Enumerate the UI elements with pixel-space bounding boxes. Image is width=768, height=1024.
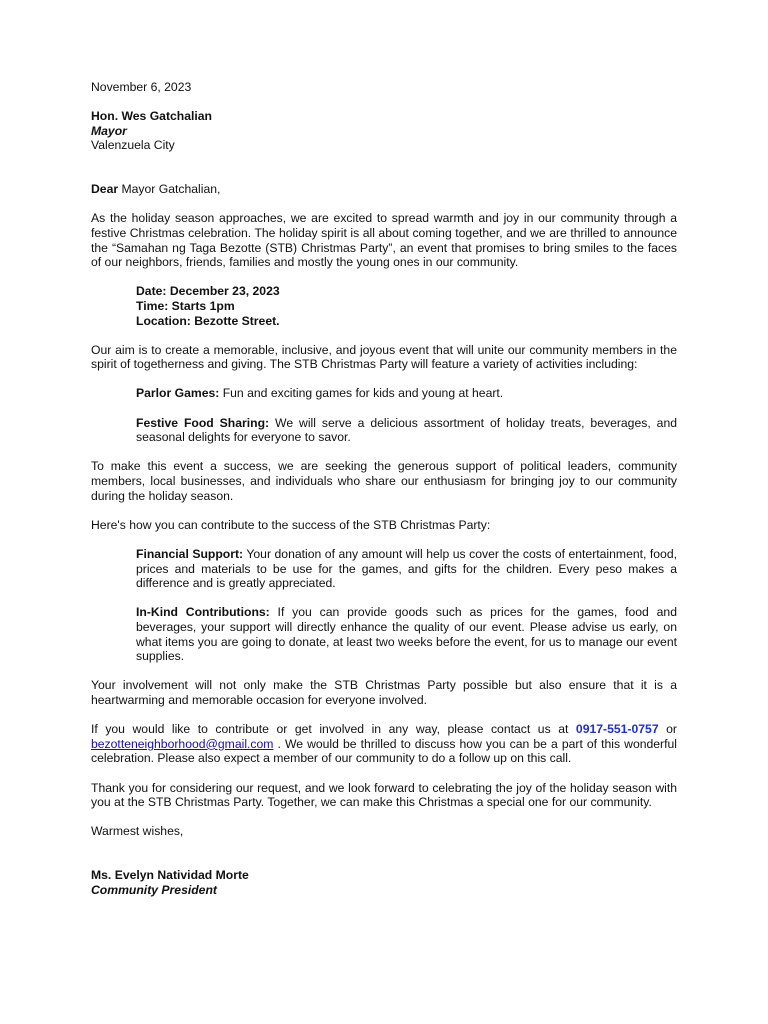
contact-paragraph: If you would like to contribute or get involved in any way, please contact us at 0917-551-0757 or bezotteneighborhood@gmail.com . We would be thrilled to discuss how you can be a part of this wonderful celebration. Please also expect a member of our community to do a follow up on this call.: [91, 722, 677, 766]
event-location: Location: Bezotte Street.: [136, 313, 280, 328]
event-date: Date: December 23, 2023: [136, 284, 280, 299]
event-details: [91, 284, 677, 328]
closing: Warmest wishes,: [91, 824, 184, 839]
salutation: Dear Mayor Gatchalian,: [91, 182, 221, 197]
email-link[interactable]: bezotteneighborhood@gmail.com: [91, 736, 274, 751]
activity-food-sharing: Festive Food Sharing: We will serve a delicious assortment of holiday treats, beverages, and seasonal delights for everyone to savor.: [136, 415, 677, 445]
recipient-title: Mayor: [91, 123, 127, 138]
recipient-name: Hon. Wes Gatchalian: [91, 109, 212, 124]
phone-number[interactable]: 0917-551-0757: [575, 722, 659, 737]
support-paragraph: To make this event a success, we are seeking the generous support of political leaders, community members, local businesses, and individuals who share our enthusiasm for bringing joy to our community during the holiday season.: [91, 459, 677, 503]
event-time: Time: Starts 1pm: [136, 298, 235, 313]
recipient-place: Valenzuela City: [91, 138, 175, 153]
letter-date: November 6, 2023: [91, 80, 192, 94]
contribute-intro: Here's how you can contribute to the success of the STB Christmas Party:: [91, 517, 491, 532]
signer-title: Community President: [91, 882, 217, 897]
intro-paragraph: As the holiday season approaches, we are excited to spread warmth and joy in our community through a festive Christmas celebration. The holiday spirit is all about coming together, and we are thrilled to announce the “Samahan ng Taga Bezotte (STB) Christmas Party”, an event that promises to bring smiles to the faces of our neighbors, friends, families and mostly the young ones in our community.: [91, 211, 677, 270]
involvement-paragraph: Your involvement will not only make the STB Christmas Party possible but also ensure that it is a heartwarming and memorable occasion for everyone involved.: [91, 678, 677, 707]
signer-name: Ms. Evelyn Natividad Morte: [91, 868, 249, 883]
thanks-paragraph: Thank you for considering our request, and we look forward to celebrating the joy of the holiday season with you at the STB Christmas Party. Together, we can make this Christmas a special one for our community.: [91, 780, 677, 810]
contribution-financial: Financial Support: Your donation of any amount will help us cover the costs of entertainment, food, prices and materials to be use for the games, and gifts for the children. Every peso makes a difference and is greatly appreciated.: [136, 547, 678, 591]
aim-paragraph: Our aim is to create a memorable, inclusive, and joyous event that will unite our community members in the spirit of togetherness and giving. The STB Christmas Party will feature a variety of activities including:: [91, 342, 677, 372]
contribution-in-kind: In-Kind Contributions: If you can provide goods such as prices for the games, food and beverages, your support will directly enhance the quality of our event. Please advise us early, on what items you are going to donate, at least two weeks before the event, for us to manage our event supplies.: [136, 605, 677, 664]
activity-parlor-games: Parlor Games: Fun and exciting games for kids and young at heart.: [136, 386, 504, 401]
